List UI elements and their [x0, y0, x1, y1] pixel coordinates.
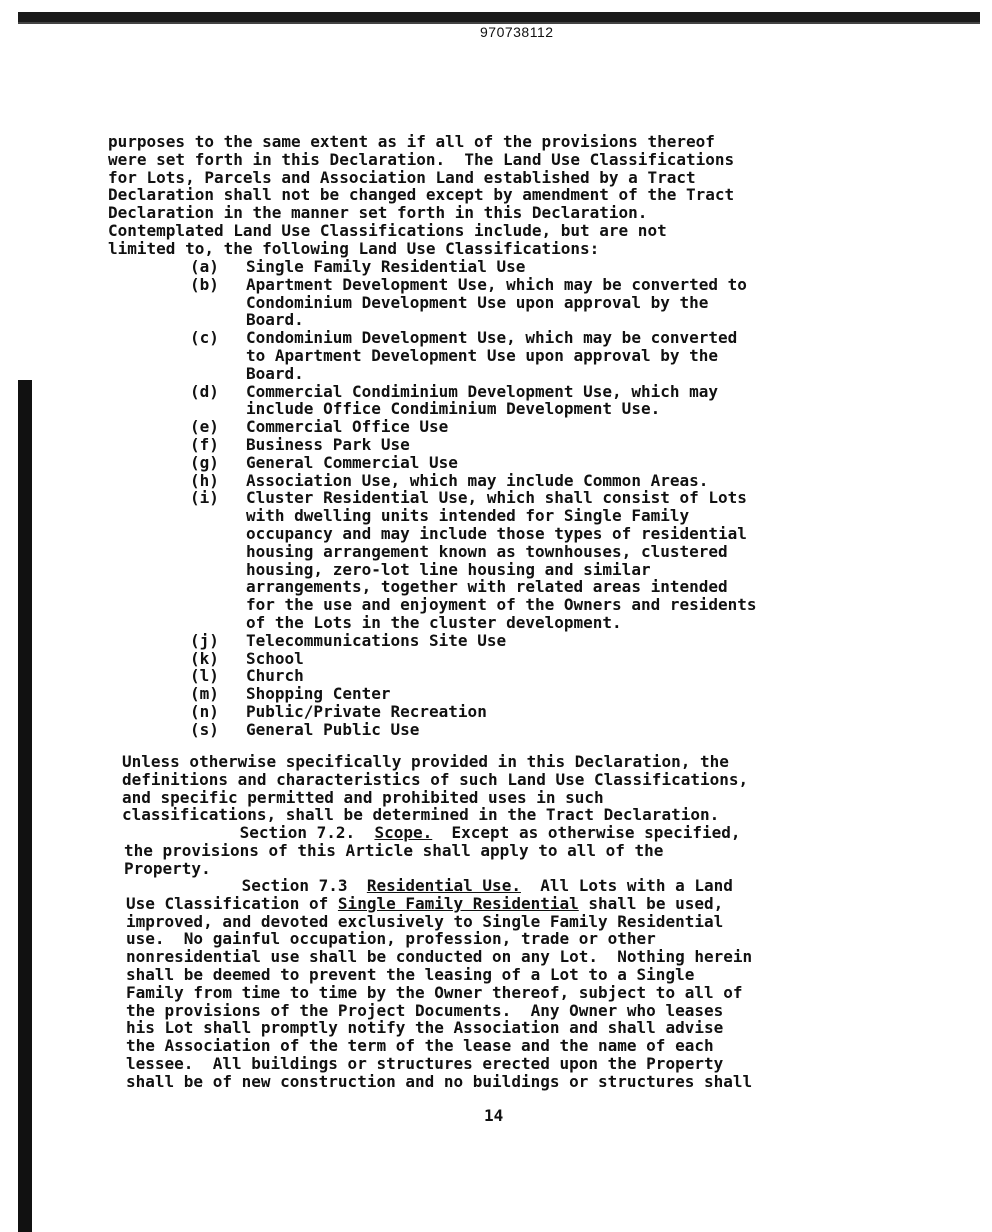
classification-item — [190, 489, 870, 631]
classification-text: Cluster Residential Use, which shall consist of Lots with dwelling units intended for Single Family occupancy and may include those types of residential housing arrangement known as townhouses, clustered housing, zero-lot line housing and similar arrangements, together with related areas intended for the use and enjoyment of the Owners and residents of the Lots in the cluster development. — [246, 488, 757, 632]
classification-definitions-paragraph: Unless otherwise specifically provided in this Declaration, the definitions and characteristics of such Land Use Classifications, and specific permitted and prohibited uses in such classifications, shall be determined in the Tract Declaration. — [122, 752, 749, 825]
classification-label: (g) — [190, 452, 219, 472]
classification-text: Association Use, which may include Common Areas. — [246, 470, 709, 490]
classification-item — [190, 703, 870, 721]
classification-text: Commercial Condiminium Development Use, which may include Office Condiminium Development Use. — [246, 381, 719, 419]
classification-item — [190, 258, 870, 276]
scan-border-left — [18, 380, 32, 1232]
classification-label: (e) — [190, 417, 219, 437]
classification-text: Apartment Development Use, which may be converted to Condominium Development Use upon approval by the Board. — [246, 274, 747, 330]
classification-label: (j) — [190, 630, 219, 650]
classification-item — [190, 632, 870, 650]
classification-label: (b) — [190, 274, 219, 294]
classification-item — [190, 276, 870, 329]
classification-label: (s) — [190, 719, 219, 739]
section-7-2-text-first: Except as otherwise specified, — [451, 823, 741, 842]
section-7-3-title: Residential Use. — [366, 876, 521, 895]
classification-text: Church — [246, 666, 304, 686]
document-id: 970738112 — [480, 24, 554, 40]
classification-item — [190, 650, 870, 668]
classification-label: (i) — [190, 488, 219, 508]
classification-item — [190, 418, 870, 436]
classification-text: General Public Use — [246, 719, 420, 739]
section-7-2-title: Scope. — [374, 823, 433, 842]
classification-text: General Commercial Use — [246, 452, 458, 472]
section-7-2-number: Section 7.2. — [239, 823, 356, 842]
classification-item — [190, 329, 870, 382]
section-7-3-text-first: All Lots with a Land — [540, 876, 733, 895]
scan-border-top — [18, 12, 980, 22]
section-7-3-line2-before: Use Classification of — [126, 893, 338, 913]
classification-item — [190, 454, 870, 472]
classification-label: (c) — [190, 328, 219, 348]
classification-label: (d) — [190, 381, 219, 401]
classification-label: (l) — [190, 666, 219, 686]
intro-paragraph: purposes to the same extent as if all of the provisions thereof were set forth in this Declaration. The Land Use Classifications for Lots, Parcels and Association Land established by a Tract Declaration shall not be changed except by amendment of the Tract Declaration in the manner set forth in this Declaration. Contemplated Land Use Classifications include, but are not limited to, the following Land Use Classifications: — [108, 132, 735, 258]
classification-label: (f) — [190, 434, 219, 454]
classification-text: Shopping Center — [246, 684, 391, 704]
classification-label: (m) — [190, 684, 219, 704]
section-7-3-number: Section 7.3 — [241, 876, 348, 895]
classification-text: School — [246, 648, 304, 668]
classification-item — [190, 383, 870, 419]
section-7-2-text: the provisions of this Article shall apply to all of the Property. — [124, 840, 664, 878]
page-number: 14 — [484, 1106, 504, 1125]
classification-label: (a) — [190, 257, 219, 276]
classification-text: Business Park Use — [246, 434, 410, 454]
section-7-3-line2-after: shall be used, — [578, 893, 724, 913]
classification-item — [190, 685, 870, 703]
classification-text: Public/Private Recreation — [246, 701, 487, 721]
section-7-3 — [126, 877, 886, 1091]
classification-label: (n) — [190, 701, 219, 721]
land-use-classification-list — [190, 258, 870, 739]
classification-item — [190, 436, 870, 454]
section-7-3-text: improved, and devoted exclusively to Single Family Residential use. No gainful occupation, profession, trade or other nonresidential use shall be conducted on any Lot. Nothing herein shall be deemed to prevent the leasing of a Lot to a Single Family from time to time by the Owner thereof, subject to all of the provisions of the Project Documents. Any Owner who leases his Lot shall promptly notify the Association and shall advise the Association of the term of the lease and the name of each lessee. All buildings or structures erected upon the Property shall be of new construction and no buildings or structures shall — [126, 911, 753, 1091]
classification-text: Commercial Office Use — [246, 417, 449, 437]
classification-item — [190, 472, 870, 490]
classification-item — [190, 721, 870, 739]
section-7-2 — [124, 824, 884, 877]
classification-label: (h) — [190, 470, 219, 490]
classification-text: Condominium Development Use, which may be converted to Apartment Development Use upon approval by the Board. — [246, 328, 738, 383]
classification-label: (k) — [190, 648, 219, 668]
classification-text: Telecommunications Site Use — [246, 630, 507, 650]
classification-item — [190, 667, 870, 685]
section-7-3-line2-underlined: Single Family Residential — [337, 893, 579, 913]
classification-text: Single Family Residential Use — [246, 257, 526, 276]
